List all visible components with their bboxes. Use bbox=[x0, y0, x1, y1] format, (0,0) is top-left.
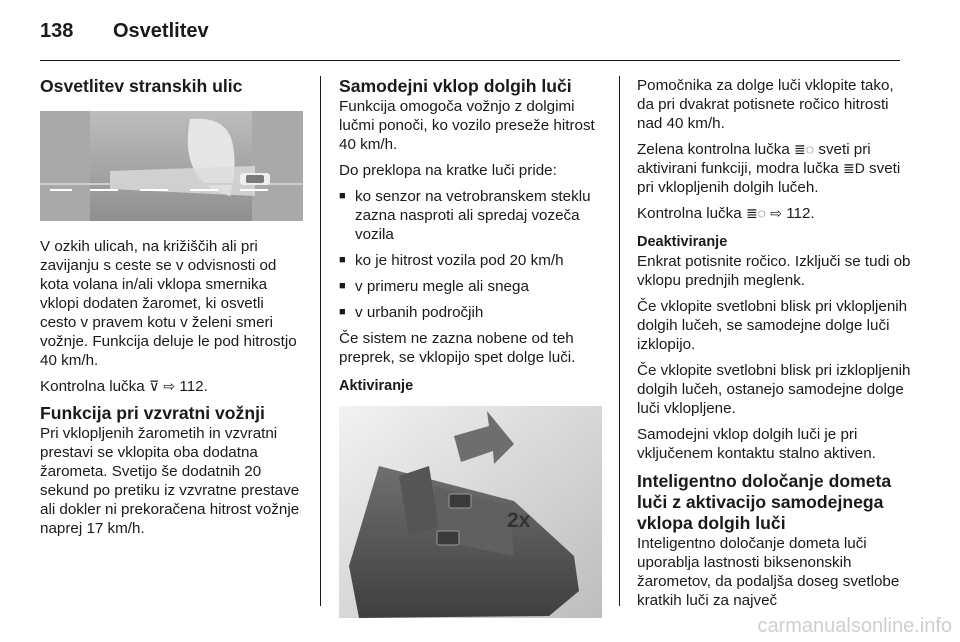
section-heading-cornering: Osvetlitev stranskih ulic bbox=[40, 76, 243, 96]
indicator-reference: Kontrolna lučka ⊽ ⇨ 112. bbox=[40, 378, 208, 395]
section-heading-reverse: Funkcija pri vzvratni vožnji bbox=[40, 403, 265, 423]
paragraph: Zelena kontrolna lučka ≣◌ sveti pri aktivirani funkciji, modra lučka ≣D sveti pri vklopljenih dolgih lučeh. bbox=[637, 141, 901, 196]
paragraph: Pomočnika za dolge luči vklopite tako, da pri dvakrat potisnete ročico hitrosti nad 40 km/h. bbox=[637, 77, 894, 132]
paragraph: V ozkih ulicah, na križiščih ali pri zavijanju s ceste se v odvisnosti od kota volana in/ali vklopa smernika vklopi dodaten žaromet, ki osvetli cesto v pravem kotu v želeni smeri vožnje. Funkcija deluje le pod hitrostjo 40 km/h. bbox=[40, 238, 297, 369]
figure-label: 2x bbox=[507, 509, 531, 532]
paragraph: Pri vklopljenih žarometih in vzvratni prestavi se vklopita oba dodatna žarometa. Svetijo še dodatnih 20 sekund po pretiku iz vzvratne prestave ali dokler ni prekoračena hitrost vožnje naprej 17 km/h. bbox=[40, 425, 300, 537]
section-heading-intelligent-light: Inteligentno določanje dometa luči z aktivacijo samodejnega vklopa dolgih luči bbox=[637, 471, 892, 533]
column-divider bbox=[619, 76, 620, 606]
page-reference-arrow-icon: ⇨ bbox=[770, 205, 782, 221]
list-item: ■ ko senzor na vetrobranskem steklu zazna nasproti ali spredaj vozeča vozila bbox=[339, 187, 604, 244]
running-title: Osvetlitev bbox=[113, 20, 209, 42]
paragraph: Enkrat potisnite ročico. Izključi se tudi ob vklopu prednjih meglenk. bbox=[637, 253, 911, 289]
subheading-deactivation: Deaktiviranje bbox=[637, 234, 728, 250]
list-item: ■ v urbanih področjih bbox=[339, 303, 604, 322]
page-number: 138 bbox=[40, 20, 74, 42]
subheading-activation: Aktiviranje bbox=[339, 378, 414, 394]
paragraph: Če vklopite svetlobni blisk pri izklopljenih dolgih lučeh, ostanejo samodejne dolge luči vklopljene. bbox=[637, 362, 911, 417]
paragraph: Če sistem ne zazna nobene od teh preprek, se vklopijo spet dolge luči. bbox=[339, 330, 576, 366]
lever-illustration bbox=[339, 406, 602, 618]
page-header bbox=[40, 20, 922, 60]
watermark: carmanualsonline.info bbox=[757, 615, 952, 637]
high-beam-icon: ≣D bbox=[842, 160, 865, 176]
cornering-light-icon: ⊽ bbox=[148, 378, 160, 394]
section-heading-auto-high-beam: Samodejni vklop dolgih luči bbox=[339, 76, 572, 96]
page-reference-arrow-icon: ⇨ bbox=[163, 378, 176, 394]
paragraph: Samodejni vklop dolgih luči je pri vključenem kontaktu stalno aktiven. bbox=[637, 426, 876, 462]
indicator-reference: Kontrolna lučka ≣◌ ⇨ 112. bbox=[637, 205, 815, 222]
column-3 bbox=[637, 76, 912, 617]
column-2 bbox=[339, 76, 604, 618]
paragraph: Do preklopa na kratke luči pride: bbox=[339, 162, 557, 179]
column-divider bbox=[320, 76, 321, 606]
list-item: ■ v primeru megle ali snega bbox=[339, 277, 604, 296]
cornering-light-illustration bbox=[40, 111, 303, 221]
paragraph: Funkcija omogoča vožnjo z dolgimi lučmi ponoči, ko vozilo preseže hitrost 40 km/h. bbox=[339, 98, 595, 153]
bullet-list bbox=[339, 187, 604, 322]
auto-high-beam-icon: ≣◌ bbox=[745, 205, 766, 221]
column-1 bbox=[40, 76, 303, 545]
list-item: ■ ko je hitrost vozila pod 20 km/h bbox=[339, 251, 604, 270]
paragraph: Če vklopite svetlobni blisk pri vklopljenih dolgih lučeh, se samodejne dolge luči izklopijo. bbox=[637, 298, 908, 353]
header-rule bbox=[40, 60, 900, 61]
paragraph: Inteligentno določanje dometa luči uporablja lastnosti biksenonskih žarometov, da podaljša doseg svetlobe kratkih luči za največ bbox=[637, 535, 900, 609]
auto-high-beam-icon: ≣◌ bbox=[794, 141, 815, 157]
